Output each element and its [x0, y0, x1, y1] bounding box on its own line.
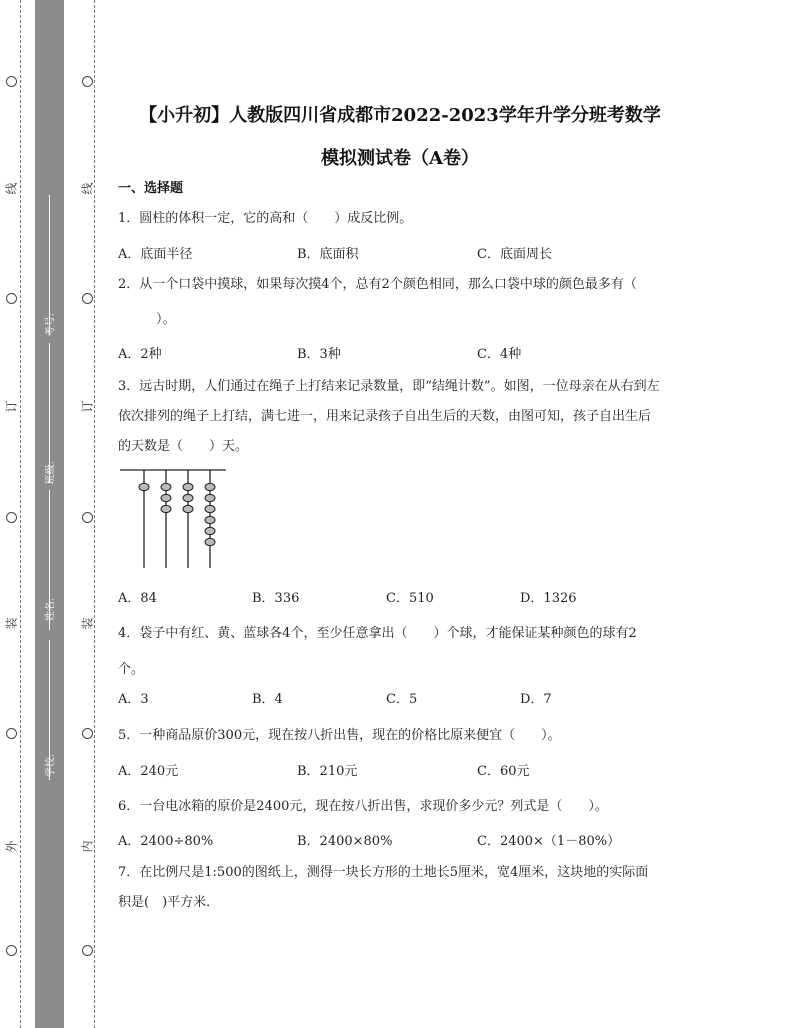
- question-5-text: 5．一种商品原价300元，现在按八折出售，现在的价格比原来便宜（ ）。: [118, 728, 561, 743]
- field-label: 学校:: [45, 753, 57, 778]
- knot: [161, 505, 171, 512]
- knot: [205, 516, 215, 523]
- question-4-option-c[interactable]: C．5: [386, 692, 418, 707]
- question-5-option-c[interactable]: C．60元: [477, 764, 530, 779]
- question-2-text-cont: ）。: [156, 312, 176, 327]
- question-5-option-a[interactable]: A．240元: [118, 764, 179, 779]
- question-2-option-a[interactable]: A．2种: [118, 347, 162, 362]
- binding-hole: [82, 512, 93, 523]
- knot: [205, 505, 215, 512]
- field-label: 考号:: [45, 312, 57, 337]
- question-6-option-c[interactable]: C．2400×（1－80%）: [477, 834, 621, 849]
- binding-hole: [82, 728, 93, 739]
- margin-char: 装: [80, 617, 95, 630]
- question-3-option-b[interactable]: B．336: [252, 591, 300, 606]
- binding-hole: [6, 728, 17, 739]
- binding-hole: [6, 512, 17, 523]
- knot: [183, 483, 193, 490]
- question-2-option-c[interactable]: C．4种: [477, 347, 522, 362]
- question-3-text-cont: 的天数是（ ）天。: [118, 439, 249, 454]
- field-label: 班级:: [45, 460, 57, 485]
- binding-hole: [82, 293, 93, 304]
- margin-char: 订: [80, 400, 95, 413]
- binding-hole: [82, 76, 93, 87]
- binding-hole: [6, 945, 17, 956]
- knot: [183, 494, 193, 501]
- question-7-text: 7．在比例尺是1:500的图纸上，测得一块长方形的土地长5厘米，宽4厘米，这块地的实际面: [118, 865, 649, 880]
- question-6-option-a[interactable]: A．2400÷80%: [118, 834, 214, 849]
- binding-hole: [6, 76, 17, 87]
- question-1-text: 1．圆柱的体积一定，它的高和（ ）成反比例。: [118, 211, 413, 226]
- question-3-text: 3．远古时期，人们通过在绳子上打结来记录数量，即“结绳计数”。如图，一位母亲在从右到左: [118, 379, 660, 394]
- inner-dashed-line: [94, 0, 95, 1028]
- question-4-option-b[interactable]: B．4: [252, 692, 283, 707]
- margin-char: 装: [4, 617, 19, 630]
- question-2-option-b[interactable]: B．3种: [297, 347, 341, 362]
- school-field[interactable]: [42, 640, 56, 780]
- knot: [161, 483, 171, 490]
- knot: [139, 483, 149, 490]
- outer-dashed-line: [20, 0, 21, 1028]
- knot: [205, 483, 215, 490]
- knot-rope-figure: [118, 468, 228, 570]
- question-7-text-cont: 积是( )平方米．: [118, 895, 220, 910]
- knot: [205, 494, 215, 501]
- question-5-option-b[interactable]: B．210元: [297, 764, 358, 779]
- exam-number-field[interactable]: [42, 195, 56, 335]
- margin-char: 内: [80, 840, 95, 853]
- section-heading: 一、选择题: [118, 181, 184, 196]
- margin-char: 订: [4, 400, 19, 413]
- question-4-option-a[interactable]: A．3: [118, 692, 149, 707]
- page-title: 【小升初】人教版四川省成都市2022-2023学年升学分班考数学: [139, 105, 661, 126]
- question-6-option-b[interactable]: B．2400×80%: [297, 834, 393, 849]
- question-1-option-c[interactable]: C．底面周长: [477, 247, 552, 262]
- question-4-text: 4．袋子中有红、黄、蓝球各4个，至少任意拿出（ ）个球，才能保证某种颜色的球有2: [118, 626, 637, 641]
- class-field[interactable]: [42, 343, 56, 483]
- margin-char: 线: [80, 182, 95, 195]
- name-field[interactable]: [42, 490, 56, 630]
- question-1-option-a[interactable]: A．底面半径: [118, 247, 193, 262]
- question-4-text-cont: 个。: [118, 662, 145, 677]
- question-3-text-cont: 依次排列的绳子上打结，满七进一，用来记录孩子自出生后的天数，由图可知，孩子自出生后: [118, 409, 652, 424]
- field-label: 姓名:: [45, 597, 57, 622]
- question-3-option-d[interactable]: D．1326: [520, 591, 577, 606]
- margin-char: 外: [4, 840, 19, 853]
- question-3-option-a[interactable]: A．84: [118, 591, 157, 606]
- question-4-option-d[interactable]: D．7: [520, 692, 552, 707]
- question-1-option-b[interactable]: B．底面积: [297, 247, 359, 262]
- binding-hole: [82, 945, 93, 956]
- margin-char: 线: [4, 182, 19, 195]
- page-subtitle: 模拟测试卷（A卷）: [321, 148, 479, 169]
- knot: [205, 538, 215, 545]
- question-2-text: 2．从一个口袋中摸球，如果每次摸4个，总有2个颜色相同，那么口袋中球的颜色最多有（: [118, 277, 637, 292]
- knot: [205, 527, 215, 534]
- binding-hole: [6, 293, 17, 304]
- question-6-text: 6．一台电冰箱的原价是2400元，现在按八折出售，求现价多少元？列式是（ ）。: [118, 799, 608, 814]
- question-3-option-c[interactable]: C．510: [386, 591, 434, 606]
- knot: [183, 505, 193, 512]
- knot: [161, 494, 171, 501]
